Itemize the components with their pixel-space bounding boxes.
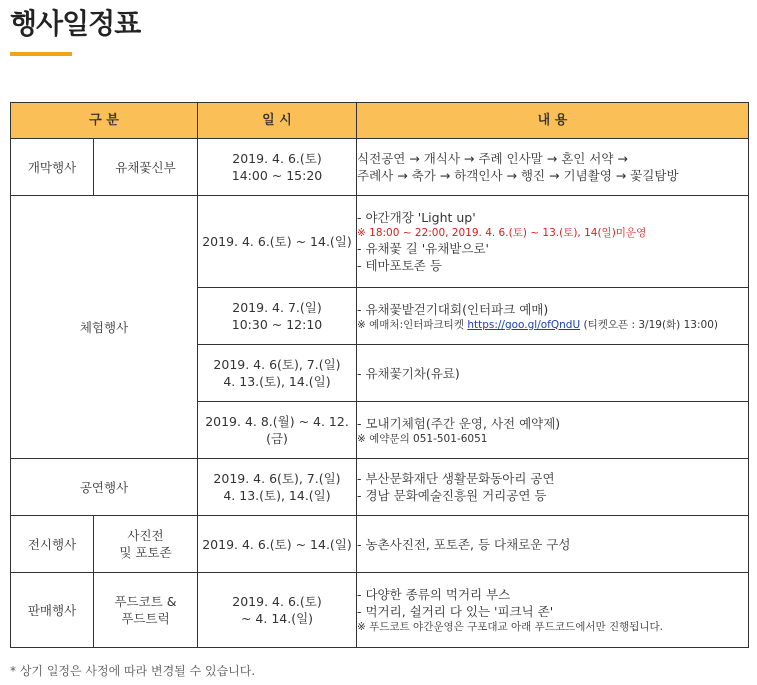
datetime-cell <box>198 345 357 402</box>
table-row-performance <box>11 459 749 516</box>
page-title: 행사일정표 <box>10 7 141 40</box>
content-line: - 야간개장 'Light up' <box>357 210 476 225</box>
ticket-link[interactable]: https://goo.gl/ofQndU <box>467 318 581 331</box>
date-text: (금) <box>266 431 288 446</box>
date-text: 2019. 4. 6.(토) ~ 14.(일) <box>202 536 352 552</box>
content-line: - 모내기체험(주간 운영, 사전 예약제) <box>357 415 561 431</box>
reservation-note: ※ 예약문의 051-501-6051 <box>357 432 488 445</box>
subcategory-cell <box>94 573 198 648</box>
date-text: 2019. 4. 6.(토) <box>232 151 322 166</box>
date-text: 2019. 4. 7.(일) <box>232 300 322 315</box>
schedule-table <box>10 102 749 648</box>
note-suffix: (티켓오픈 : 3/19(화) 13:00) <box>580 318 718 331</box>
content-cell <box>357 196 749 288</box>
title-underline <box>10 52 72 56</box>
footnote: * 상기 일정은 사정에 따라 변경될 수 있습니다. <box>10 664 256 678</box>
subcategory-text: 푸드코트 & <box>114 594 177 609</box>
category-cell: 체험행사 <box>11 196 198 459</box>
content-line: - 다양한 종류의 먹거리 부스 <box>357 587 511 602</box>
content-cell <box>357 345 749 402</box>
red-notice: ※ 18:00 ~ 22:00, 2019. 4. 6.(토) ~ 13.(토), 14(일)미운영 <box>357 227 647 239</box>
category-cell: 전시행사 <box>11 516 94 573</box>
content-line: 식전공연 → 개식사 → 주례 인사말 → 혼인 서약 → <box>357 151 628 166</box>
date-text: 2019. 4. 6(토), 7.(일) <box>213 357 341 372</box>
content-line: - 유채꽃기차(유료) <box>357 365 460 381</box>
datetime-cell <box>198 196 357 288</box>
content-line: - 유채꽃밭걷기대회(인터파크 예매) <box>357 301 549 317</box>
time-text: 14:00 ~ 15:20 <box>231 168 323 183</box>
foodcourt-note: ※ 푸드코트 야간운영은 구포대교 아래 푸드코드에서만 진행됩니다. <box>357 621 664 633</box>
date-text: 2019. 4. 8.(월) ~ 4. 12. <box>205 414 349 429</box>
content-line: - 유채꽃 길 '유채밭으로' <box>357 241 489 256</box>
content-line: - 경남 문화예술진흥원 거리공연 등 <box>357 488 547 503</box>
category-cell: 공연행사 <box>11 459 198 516</box>
content-line: - 부산문화재단 생활문화동아리 공연 <box>357 471 555 486</box>
content-line: - 먹거리, 쉴거리 다 있는 '피크닉 존' <box>357 604 554 619</box>
content-cell <box>357 516 749 573</box>
date-text: 4. 13.(토), 14.(일) <box>223 374 331 389</box>
datetime-cell <box>198 139 357 196</box>
datetime-cell <box>198 573 357 648</box>
content-cell <box>357 459 749 516</box>
table-row-opening <box>11 139 749 196</box>
header-datetime: 일 시 <box>198 103 357 139</box>
category-cell: 판매행사 <box>11 573 94 648</box>
content-line: - 농촌사진전, 포토존, 등 다채로운 구성 <box>357 536 571 552</box>
content-line: - 테마포토존 등 <box>357 258 442 273</box>
time-text: 10:30 ~ 12:10 <box>231 317 323 332</box>
date-text: ~ 4. 14.(일) <box>240 611 314 626</box>
date-text: 2019. 4. 6.(토) <box>232 594 322 609</box>
content-cell <box>357 402 749 459</box>
datetime-cell <box>198 459 357 516</box>
table-header-row <box>11 103 749 139</box>
header-category: 구 분 <box>11 103 198 139</box>
table-row-sales <box>11 573 749 648</box>
subcategory-text: 및 포토존 <box>119 545 172 560</box>
subcategory-text: 푸드트럭 <box>121 611 170 626</box>
date-text: 4. 13.(토), 14.(일) <box>223 488 331 503</box>
table-row-exhibition <box>11 516 749 573</box>
content-cell <box>357 573 749 648</box>
content-cell <box>357 139 749 196</box>
subcategory-text: 사진전 <box>127 528 164 543</box>
table-row-experience-1 <box>11 196 749 288</box>
datetime-cell <box>198 288 357 345</box>
ticket-note <box>357 318 748 332</box>
category-cell: 개막행사 <box>11 139 94 196</box>
subcategory-cell <box>94 516 198 573</box>
datetime-cell <box>198 402 357 459</box>
subcategory-cell: 유채꽃신부 <box>94 139 198 196</box>
datetime-cell <box>198 516 357 573</box>
header-content: 내 용 <box>357 103 749 139</box>
content-cell <box>357 288 749 345</box>
date-text: 2019. 4. 6.(토) ~ 14.(일) <box>202 234 352 249</box>
note-prefix: ※ 예매처:인터파크티켓 <box>357 318 468 331</box>
content-line: 주례사 → 축가 → 하객인사 → 행진 → 기념촬영 → 꽃길탐방 <box>357 168 679 183</box>
date-text: 2019. 4. 6(토), 7.(일) <box>213 471 341 486</box>
